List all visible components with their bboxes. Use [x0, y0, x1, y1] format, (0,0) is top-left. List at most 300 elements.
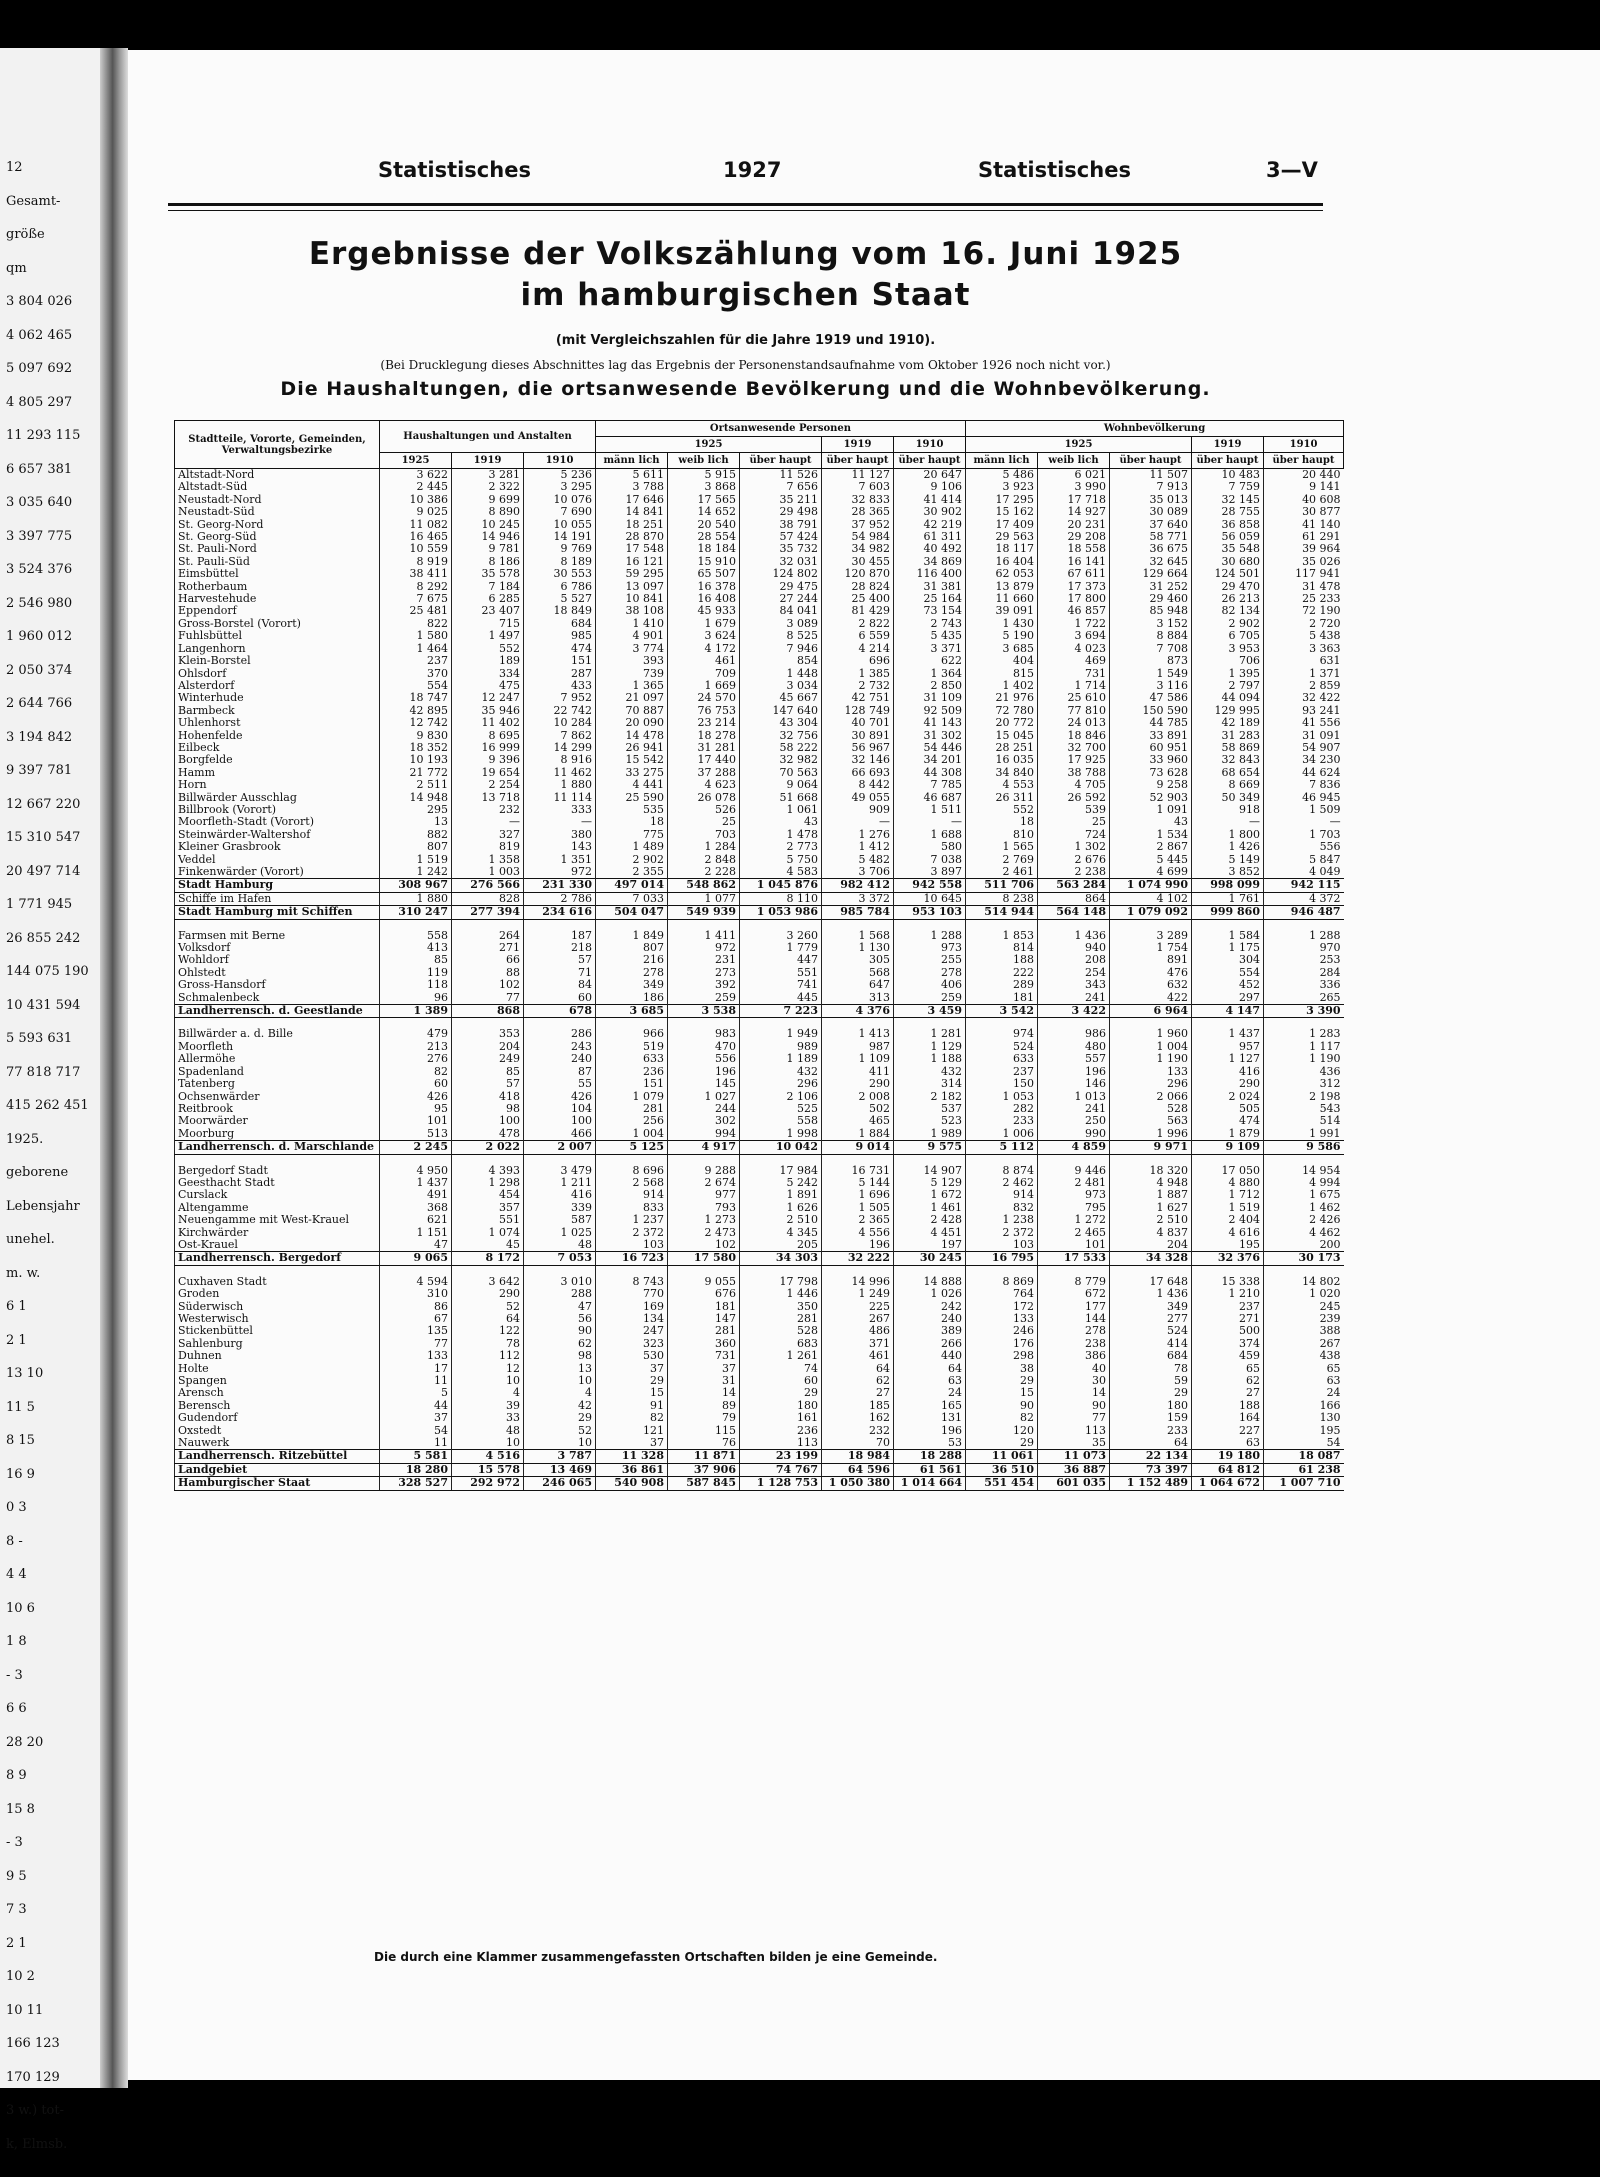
- value-cell: 1 079 092: [1110, 906, 1192, 919]
- value-cell: 1 281: [894, 1028, 966, 1040]
- value-cell: 68 654: [1192, 767, 1264, 779]
- district-name: Arensch: [175, 1387, 380, 1399]
- value-cell: 9 106: [894, 481, 966, 493]
- value-cell: 32 700: [1038, 742, 1110, 754]
- value-cell: 122: [452, 1325, 524, 1337]
- value-cell: 124 802: [740, 568, 822, 580]
- left-page-line: 12: [6, 160, 23, 175]
- value-cell: 1 580: [380, 630, 452, 642]
- value-cell: 1 237: [596, 1214, 668, 1226]
- value-cell: 17 050: [1192, 1165, 1264, 1177]
- value-cell: 3 706: [822, 866, 894, 879]
- value-cell: 14 888: [894, 1276, 966, 1288]
- district-name: Groden: [175, 1288, 380, 1300]
- value-cell: 810: [966, 829, 1038, 841]
- table-row: [175, 655, 1344, 667]
- value-cell: 822: [380, 618, 452, 630]
- value-cell: 1 006: [966, 1128, 1038, 1141]
- value-cell: 42 219: [894, 519, 966, 531]
- value-cell: 24 570: [668, 692, 740, 704]
- value-cell: 246: [966, 1325, 1038, 1337]
- table-row: [175, 1053, 1344, 1065]
- value-cell: 188: [966, 954, 1038, 966]
- left-page-line: 3 035 640: [6, 495, 73, 510]
- value-cell: 34 303: [740, 1252, 822, 1265]
- district-name: Bergedorf Stadt: [175, 1165, 380, 1177]
- value-cell: 28 755: [1192, 506, 1264, 518]
- value-cell: 5 438: [1264, 630, 1344, 642]
- value-cell: 21 976: [966, 692, 1038, 704]
- value-cell: 5 112: [966, 1141, 1038, 1154]
- left-page-line: 4 4: [6, 1567, 27, 1582]
- value-cell: 9 288: [668, 1165, 740, 1177]
- value-cell: 469: [1038, 655, 1110, 667]
- value-cell: 970: [1264, 942, 1344, 954]
- value-cell: 14 946: [452, 531, 524, 543]
- district-name: Veddel: [175, 854, 380, 866]
- table-row: [175, 692, 1344, 704]
- value-cell: 29 475: [740, 581, 822, 593]
- value-cell: 914: [596, 1189, 668, 1201]
- value-cell: 2 859: [1264, 680, 1344, 692]
- value-cell: 13 097: [596, 581, 668, 593]
- value-cell: 240: [524, 1053, 596, 1065]
- table-row: [175, 1288, 1344, 1300]
- district-name: Kleiner Grasbrook: [175, 841, 380, 853]
- value-cell: 166: [1264, 1400, 1344, 1412]
- value-cell: 102: [668, 1239, 740, 1252]
- value-cell: 13 718: [452, 792, 524, 804]
- value-cell: 5 611: [596, 469, 668, 482]
- value-cell: 236: [596, 1066, 668, 1078]
- spacer-cell: [1192, 1154, 1264, 1165]
- value-cell: 35 578: [452, 568, 524, 580]
- district-name: Klein-Borstel: [175, 655, 380, 667]
- value-cell: 2 902: [1192, 618, 1264, 630]
- value-cell: —: [1192, 816, 1264, 828]
- value-cell: 11 082: [380, 519, 452, 531]
- value-cell: 2 902: [596, 854, 668, 866]
- value-cell: 67: [380, 1313, 452, 1325]
- value-cell: 966: [596, 1028, 668, 1040]
- value-cell: 999 860: [1192, 906, 1264, 919]
- value-cell: 1 669: [668, 680, 740, 692]
- value-cell: 267: [822, 1313, 894, 1325]
- district-name: Barmbeck: [175, 705, 380, 717]
- value-cell: 3 542: [966, 1005, 1038, 1018]
- value-cell: 676: [668, 1288, 740, 1300]
- value-cell: 10 483: [1192, 469, 1264, 482]
- value-cell: 308 967: [380, 879, 452, 892]
- value-cell: 3 642: [452, 1276, 524, 1288]
- spacer-cell: [1264, 1154, 1344, 1165]
- value-cell: 12 742: [380, 717, 452, 729]
- value-cell: 66 693: [822, 767, 894, 779]
- value-cell: 1 288: [894, 930, 966, 942]
- value-cell: 17 565: [668, 494, 740, 506]
- value-cell: 197: [894, 1239, 966, 1252]
- value-cell: 6 705: [1192, 630, 1264, 642]
- district-name: Cuxhaven Stadt: [175, 1276, 380, 1288]
- table-row: [175, 754, 1344, 766]
- left-page-line: 2 050 374: [6, 662, 73, 678]
- value-cell: 281: [596, 1103, 668, 1115]
- left-page-line: 6 657 381: [6, 461, 73, 477]
- value-cell: 11 073: [1038, 1450, 1110, 1463]
- table-row: [175, 717, 1344, 729]
- district-name: Altengamme: [175, 1202, 380, 1214]
- table-row: [175, 1387, 1344, 1399]
- value-cell: 29 498: [740, 506, 822, 518]
- value-cell: 3 685: [596, 1005, 668, 1018]
- value-cell: 112: [452, 1350, 524, 1362]
- value-cell: 9 014: [822, 1141, 894, 1154]
- value-cell: 724: [1038, 829, 1110, 841]
- district-name: Finkenwärder (Vorort): [175, 866, 380, 879]
- value-cell: 290: [452, 1288, 524, 1300]
- value-cell: 1 151: [380, 1227, 452, 1239]
- value-cell: 2 254: [452, 779, 524, 791]
- district-name: Eppendorf: [175, 605, 380, 617]
- value-cell: 4 553: [966, 779, 1038, 791]
- value-cell: 32 833: [822, 494, 894, 506]
- value-cell: 1 626: [740, 1202, 822, 1214]
- value-cell: 34 230: [1264, 754, 1344, 766]
- value-cell: 974: [966, 1028, 1038, 1040]
- district-name: St. Georg-Nord: [175, 519, 380, 531]
- value-cell: 1 249: [822, 1288, 894, 1300]
- value-cell: 1 074: [452, 1227, 524, 1239]
- value-cell: 357: [452, 1202, 524, 1214]
- value-cell: 60 951: [1110, 742, 1192, 754]
- value-cell: 65 507: [668, 568, 740, 580]
- value-cell: 58 222: [740, 742, 822, 754]
- value-cell: 10 193: [380, 754, 452, 766]
- value-cell: 35 026: [1264, 556, 1344, 568]
- value-cell: 43: [1110, 816, 1192, 828]
- value-cell: 8 110: [740, 892, 822, 905]
- value-cell: 14 996: [822, 1276, 894, 1288]
- value-cell: 36 510: [966, 1463, 1038, 1476]
- value-cell: 2 426: [1264, 1214, 1344, 1226]
- value-cell: 3 868: [668, 481, 740, 493]
- value-cell: 54 984: [822, 531, 894, 543]
- value-cell: 1 283: [1264, 1028, 1344, 1040]
- value-cell: 1 412: [822, 841, 894, 853]
- value-cell: 64: [1110, 1437, 1192, 1450]
- left-page-line: 5 097 692: [6, 361, 73, 376]
- value-cell: 432: [740, 1066, 822, 1078]
- value-cell: 32 145: [1192, 494, 1264, 506]
- value-cell: 2 322: [452, 481, 524, 493]
- value-cell: 4 214: [822, 643, 894, 655]
- value-cell: 323: [596, 1338, 668, 1350]
- value-cell: 14 948: [380, 792, 452, 804]
- value-cell: 333: [524, 804, 596, 816]
- value-cell: 764: [966, 1288, 1038, 1300]
- value-cell: 147 640: [740, 705, 822, 717]
- value-cell: 188: [1192, 1400, 1264, 1412]
- value-cell: 213: [380, 1041, 452, 1053]
- value-cell: 4 859: [1038, 1141, 1110, 1154]
- value-cell: 250: [1038, 1115, 1110, 1127]
- value-cell: 278: [596, 967, 668, 979]
- value-cell: 264: [452, 930, 524, 942]
- value-cell: 4 023: [1038, 643, 1110, 655]
- district-name: Berensch: [175, 1400, 380, 1412]
- value-cell: 1 712: [1192, 1189, 1264, 1201]
- value-cell: 10 559: [380, 543, 452, 555]
- value-cell: 864: [1038, 892, 1110, 905]
- value-cell: 2 797: [1192, 680, 1264, 692]
- header-hh-1910: 1910: [524, 453, 596, 469]
- value-cell: 1 519: [380, 854, 452, 866]
- value-cell: 46 687: [894, 792, 966, 804]
- left-page-line: 77 818 717: [6, 1064, 81, 1080]
- value-cell: 1 534: [1110, 829, 1192, 841]
- value-cell: 53: [894, 1437, 966, 1450]
- value-cell: 2 372: [596, 1227, 668, 1239]
- value-cell: 77 810: [1038, 705, 1110, 717]
- value-cell: 1 464: [380, 643, 452, 655]
- header-p-1910-total: über haupt: [894, 453, 966, 469]
- value-cell: 3 390: [1264, 1005, 1344, 1018]
- value-cell: 284: [1264, 967, 1344, 979]
- value-cell: 218: [524, 942, 596, 954]
- value-cell: 18 280: [380, 1463, 452, 1476]
- value-cell: 491: [380, 1189, 452, 1201]
- value-cell: 2 773: [740, 841, 822, 853]
- value-cell: 16 731: [822, 1165, 894, 1177]
- value-cell: 731: [1038, 668, 1110, 680]
- value-cell: 17: [380, 1363, 452, 1375]
- value-cell: 22 134: [1110, 1450, 1192, 1463]
- value-cell: 388: [1264, 1325, 1344, 1337]
- district-name: Wohldorf: [175, 954, 380, 966]
- value-cell: 1 272: [1038, 1214, 1110, 1226]
- district-name: Sahlenburg: [175, 1338, 380, 1350]
- value-cell: 832: [966, 1202, 1038, 1214]
- value-cell: 1 446: [740, 1288, 822, 1300]
- value-cell: 4 102: [1110, 892, 1192, 905]
- value-cell: 7 708: [1110, 643, 1192, 655]
- left-page-line: 15 310 547: [6, 830, 81, 845]
- value-cell: 231: [668, 954, 740, 966]
- value-cell: 205: [740, 1239, 822, 1252]
- value-cell: 1 884: [822, 1128, 894, 1141]
- value-cell: 633: [966, 1053, 1038, 1065]
- value-cell: —: [822, 816, 894, 828]
- value-cell: 7 033: [596, 892, 668, 905]
- value-cell: 35 732: [740, 543, 822, 555]
- value-cell: 67 611: [1038, 568, 1110, 580]
- value-cell: 38 411: [380, 568, 452, 580]
- value-cell: 9 141: [1264, 481, 1344, 493]
- value-cell: 5 581: [380, 1450, 452, 1463]
- district-name: Billwärder Ausschlag: [175, 792, 380, 804]
- header-present-1910: 1910: [894, 437, 966, 453]
- value-cell: 486: [822, 1325, 894, 1337]
- value-cell: 64: [452, 1313, 524, 1325]
- value-cell: 1 402: [966, 680, 1038, 692]
- value-cell: 19 180: [1192, 1450, 1264, 1463]
- value-cell: 551: [740, 967, 822, 979]
- district-name: Farmsen mit Berne: [175, 930, 380, 942]
- value-cell: 2 106: [740, 1091, 822, 1103]
- value-cell: 1 358: [452, 854, 524, 866]
- value-cell: 633: [596, 1053, 668, 1065]
- value-cell: 86: [380, 1301, 452, 1313]
- value-cell: 1 879: [1192, 1128, 1264, 1141]
- value-cell: 7 913: [1110, 481, 1192, 493]
- value-cell: 42 751: [822, 692, 894, 704]
- value-cell: 241: [1038, 992, 1110, 1005]
- subtitle-comparison: (mit Vergleichszahlen für die Jahre 1919 und 1910).: [555, 333, 936, 348]
- value-cell: 502: [822, 1103, 894, 1115]
- table-row: [175, 1350, 1344, 1362]
- value-cell: 5 149: [1192, 854, 1264, 866]
- left-page-line: geborene: [6, 1165, 69, 1180]
- value-cell: 3 116: [1110, 680, 1192, 692]
- value-cell: 554: [380, 680, 452, 692]
- value-cell: 3 538: [668, 1005, 740, 1018]
- value-cell: 8 874: [966, 1165, 1038, 1177]
- value-cell: 54 446: [894, 742, 966, 754]
- value-cell: 286: [524, 1028, 596, 1040]
- spacer-cell: [966, 1154, 1038, 1165]
- value-cell: 3 694: [1038, 630, 1110, 642]
- value-cell: 196: [894, 1425, 966, 1437]
- value-cell: 374: [1192, 1338, 1264, 1350]
- spacer-cell: [822, 1154, 894, 1165]
- value-cell: 246 065: [524, 1477, 596, 1490]
- value-cell: 74: [740, 1363, 822, 1375]
- value-cell: 17 648: [1110, 1276, 1192, 1288]
- value-cell: 5 915: [668, 469, 740, 482]
- value-cell: 7 656: [740, 481, 822, 493]
- value-cell: 3 422: [1038, 1005, 1110, 1018]
- value-cell: 62: [822, 1375, 894, 1387]
- spacer-cell: [524, 1154, 596, 1165]
- left-page-line: 20 497 714: [6, 863, 81, 879]
- left-page-line: 11 293 115: [6, 428, 81, 443]
- value-cell: 525: [740, 1103, 822, 1115]
- value-cell: 59: [1110, 1375, 1192, 1387]
- value-cell: 222: [966, 967, 1038, 979]
- value-cell: 23 199: [740, 1450, 822, 1463]
- table-row: [175, 841, 1344, 853]
- value-cell: 8 238: [966, 892, 1038, 905]
- table-row: [175, 1189, 1344, 1201]
- title-line-1: Ergebnisse der Volkszählung vom 16. Juni 1925: [308, 236, 1183, 272]
- value-cell: 14 299: [524, 742, 596, 754]
- value-cell: 13: [380, 816, 452, 828]
- value-cell: 85: [380, 954, 452, 966]
- value-cell: 807: [596, 942, 668, 954]
- value-cell: 770: [596, 1288, 668, 1300]
- value-cell: 9 699: [452, 494, 524, 506]
- value-cell: 90: [966, 1400, 1038, 1412]
- spacer-cell: [740, 1154, 822, 1165]
- district-name: Altstadt-Süd: [175, 481, 380, 493]
- value-cell: —: [894, 816, 966, 828]
- table-row: [175, 1412, 1344, 1424]
- value-cell: 244: [668, 1103, 740, 1115]
- left-page-line: 4 805 297: [6, 394, 73, 410]
- value-cell: 4 345: [740, 1227, 822, 1239]
- value-cell: 129 995: [1192, 705, 1264, 717]
- value-cell: 237: [380, 655, 452, 667]
- value-cell: 16 141: [1038, 556, 1110, 568]
- value-cell: 9 396: [452, 754, 524, 766]
- left-page-line: 3 524 376: [6, 562, 73, 577]
- table-row: [175, 1115, 1344, 1127]
- value-cell: 4 172: [668, 643, 740, 655]
- value-cell: 1 627: [1110, 1202, 1192, 1214]
- value-cell: 1 302: [1038, 841, 1110, 853]
- value-cell: 3 479: [524, 1165, 596, 1177]
- table-total-row: [175, 1005, 1344, 1018]
- value-cell: 478: [452, 1128, 524, 1141]
- value-cell: 259: [668, 992, 740, 1005]
- district-name: Moorburg: [175, 1128, 380, 1141]
- value-cell: 1 273: [668, 1214, 740, 1226]
- value-cell: 81 429: [822, 605, 894, 617]
- value-cell: 3 897: [894, 866, 966, 879]
- table-total-row: [175, 1450, 1344, 1463]
- value-cell: 2 473: [668, 1227, 740, 1239]
- value-cell: 16 121: [596, 556, 668, 568]
- value-cell: 990: [1038, 1128, 1110, 1141]
- value-cell: 327: [452, 829, 524, 841]
- spacer-cell: [596, 1154, 668, 1165]
- left-page-line: 166 123: [6, 2036, 60, 2051]
- value-cell: 1 509: [1264, 804, 1344, 816]
- value-cell: 4 705: [1038, 779, 1110, 791]
- table-row: [175, 1437, 1344, 1450]
- value-cell: 42: [524, 1400, 596, 1412]
- value-cell: 208: [1038, 954, 1110, 966]
- value-cell: 436: [1264, 1066, 1344, 1078]
- value-cell: 973: [894, 942, 966, 954]
- value-cell: 7 946: [740, 643, 822, 655]
- value-cell: 11 526: [740, 469, 822, 482]
- value-cell: 2 428: [894, 1214, 966, 1226]
- value-cell: 37 288: [668, 767, 740, 779]
- value-cell: 2 182: [894, 1091, 966, 1103]
- value-cell: 5 236: [524, 469, 596, 482]
- value-cell: 4 376: [822, 1005, 894, 1018]
- value-cell: 14 652: [668, 506, 740, 518]
- value-cell: 1 891: [740, 1189, 822, 1201]
- census-table: [174, 420, 1344, 1491]
- value-cell: 40 701: [822, 717, 894, 729]
- value-cell: 3 363: [1264, 643, 1344, 655]
- header-p-total: über haupt: [740, 453, 822, 469]
- district-name: Eilbeck: [175, 742, 380, 754]
- left-page-line: 9 5: [6, 1868, 27, 1884]
- district-name: Hamm: [175, 767, 380, 779]
- value-cell: 31: [668, 1375, 740, 1387]
- value-cell: 807: [380, 841, 452, 853]
- value-cell: 11 402: [452, 717, 524, 729]
- value-cell: 9 065: [380, 1252, 452, 1265]
- value-cell: 447: [740, 954, 822, 966]
- table-total-row: [175, 1463, 1344, 1476]
- header-district: Stadtteile, Vororte, Gemeinden, Verwaltungsbezirke: [175, 421, 380, 469]
- value-cell: 101: [380, 1115, 452, 1127]
- district-name: St. Pauli-Nord: [175, 543, 380, 555]
